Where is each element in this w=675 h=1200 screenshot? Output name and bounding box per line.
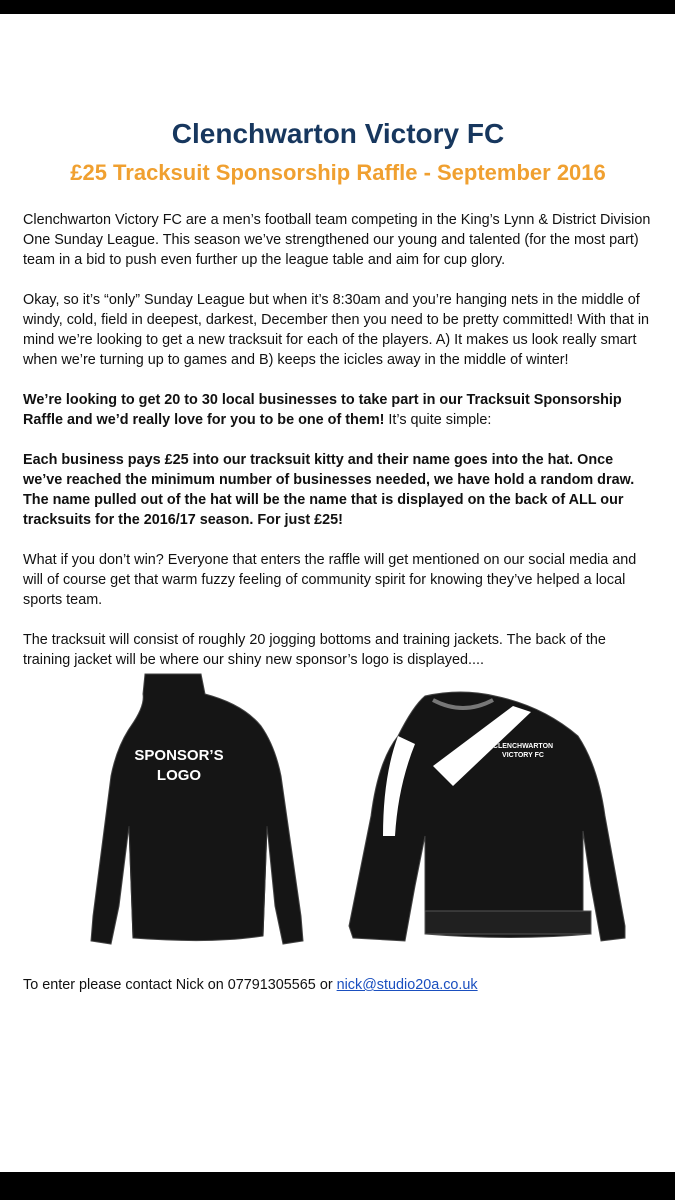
contact-text: To enter please contact Nick on 07791305565 or <box>23 977 337 993</box>
body-text <box>23 210 653 690</box>
jacket-back-view <box>91 674 303 944</box>
jacket-front-view <box>349 692 625 941</box>
email-link[interactable]: nick@studio20a.co.uk <box>336 977 478 993</box>
contact-line <box>23 975 478 995</box>
paragraph-intro: Clenchwarton Victory FC are a men’s football team competing in the King’s Lynn & District Division One Sunday League. This season we’ve strengthened our young and talented (for the most part) team in a bid to push even further up the league table and aim for cup glory. <box>23 212 651 268</box>
document-title: Clenchwarton Victory FC <box>171 118 505 149</box>
sponsor-logo-line2: LOGO <box>156 767 202 784</box>
sponsor-logo-line1: SPONSOR’S <box>134 747 224 764</box>
bottom-black-bar <box>0 1172 675 1200</box>
document-subtitle: £25 Tracksuit Sponsorship Raffle - September 2016 <box>70 160 606 185</box>
top-black-bar <box>0 0 675 14</box>
paragraph-ask <box>23 390 653 430</box>
rules-bold-text: Each business pays £25 into our tracksuit kitty and their name goes into the hat. Once we’ve reached the minimum number of businesses needed, we have hold a random draw. The name pulled out of the hat will be the name that is displayed on the back of ALL our tracksuits for the 2016/17 season. For just £25! <box>23 452 635 528</box>
ask-bold-text: We’re looking to get 20 to 30 local businesses to take part in our Tracksuit Sponsorship Raffle and we’d really love for you to be one of them! <box>23 392 622 428</box>
tracksuit-illustration <box>53 666 643 951</box>
paragraph-commitment: Okay, so it’s “only” Sunday League but when it’s 8:30am and you’re hanging nets in the middle of windy, cold, field in deepest, darkest, December then you need to be pretty committed! With that in mind we’re looking to get a new tracksuit for each of the players. A) It makes us look really smart when we’re turning up to games and B) keeps the icicles away in the middle of winter! <box>23 292 650 368</box>
paragraph-rules <box>23 450 653 530</box>
club-crest-line2: VICTORY FC <box>502 752 544 759</box>
paragraph-what-if: What if you don’t win? Everyone that enters the raffle will get mentioned on our social media and will of course get that warm fuzzy feeling of community spirit for knowing they’ve helped a local sports team. <box>23 552 637 608</box>
ask-tail-text: It’s quite simple: <box>384 412 492 428</box>
paragraph-tracksuit: The tracksuit will consist of roughly 20 jogging bottoms and training jackets. The back of the training jacket will be where our shiny new sponsor’s logo is displayed.... <box>23 632 606 668</box>
club-crest-line1: CLENCHWARTON <box>492 743 554 750</box>
